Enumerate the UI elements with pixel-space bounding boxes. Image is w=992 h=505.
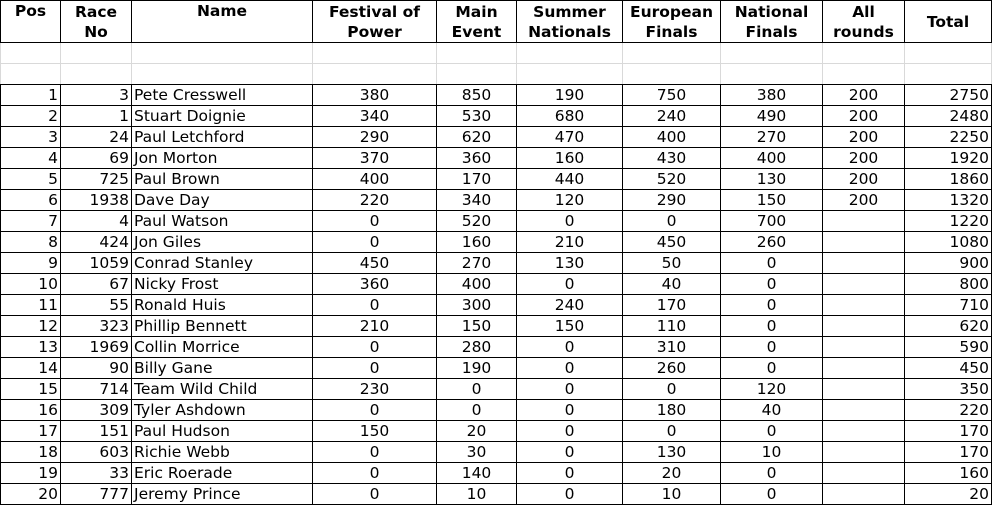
header-line1: European [629,2,714,21]
cell-total: 620 [905,316,992,337]
cell-pos: 4 [1,148,61,169]
cell-main: 280 [437,337,517,358]
header-line1: Pos [14,2,47,20]
cell-summer: 440 [517,169,623,190]
cell-race-no: 151 [61,421,132,442]
header-summer-nationals [517,1,623,43]
cell-summer: 0 [517,211,623,232]
cell-national: 490 [721,106,823,127]
header-line1: National [734,2,809,21]
cell-main: 340 [437,190,517,211]
cell-pos: 11 [1,295,61,316]
cell-festival: 150 [313,421,437,442]
cell-name: Richie Webb [132,442,313,463]
cell-name: Conrad Stanley [132,253,313,274]
cell-total: 710 [905,295,992,316]
cell-festival: 360 [313,274,437,295]
cell-race-no: 1 [61,106,132,127]
cell-summer: 130 [517,253,623,274]
cell-all-rounds: 200 [823,106,905,127]
cell-pos: 16 [1,400,61,421]
cell-all-rounds [823,442,905,463]
cell-race-no: 424 [61,232,132,253]
cell-main: 360 [437,148,517,169]
header-line1: Summer [533,2,606,21]
cell-all-rounds: 200 [823,127,905,148]
cell-race-no: 309 [61,400,132,421]
cell-pos: 15 [1,379,61,400]
cell-european: 0 [623,379,721,400]
cell-european: 450 [623,232,721,253]
cell-summer: 0 [517,463,623,484]
table-row [1,106,992,127]
cell-national: 0 [721,358,823,379]
cell-festival: 0 [313,337,437,358]
cell-national: 0 [721,316,823,337]
cell-total: 1220 [905,211,992,232]
cell-total: 160 [905,463,992,484]
cell-festival: 290 [313,127,437,148]
cell-summer: 470 [517,127,623,148]
cell-national: 260 [721,232,823,253]
table-row [1,127,992,148]
cell-total: 2750 [905,85,992,106]
cell-pos: 10 [1,274,61,295]
table-row [1,421,992,442]
cell-pos: 6 [1,190,61,211]
cell-summer: 190 [517,85,623,106]
header-line2: Finals [645,22,698,41]
cell-total: 590 [905,337,992,358]
header-all-rounds [823,1,905,43]
cell-name: Jon Morton [132,148,313,169]
cell-summer: 0 [517,274,623,295]
cell-main: 530 [437,106,517,127]
cell-name: Paul Watson [132,211,313,232]
cell-national: 0 [721,253,823,274]
header-festival-of-power [313,1,437,43]
cell-european: 50 [623,253,721,274]
cell-summer: 0 [517,400,623,421]
cell-main: 850 [437,85,517,106]
cell-main: 150 [437,316,517,337]
table-row [1,274,992,295]
cell-summer: 210 [517,232,623,253]
cell-festival: 0 [313,211,437,232]
cell-summer: 0 [517,484,623,505]
cell-total: 1860 [905,169,992,190]
table-row [1,211,992,232]
cell-all-rounds [823,295,905,316]
cell-total: 170 [905,442,992,463]
table-row [1,442,992,463]
header-line1: Name [196,2,248,20]
header-line2: Nationals [528,22,611,41]
cell-name: Nicky Frost [132,274,313,295]
header-line2: Finals [745,22,798,41]
cell-summer: 150 [517,316,623,337]
cell-total: 350 [905,379,992,400]
cell-festival: 450 [313,253,437,274]
cell-all-rounds [823,253,905,274]
cell-all-rounds: 200 [823,148,905,169]
cell-pos: 18 [1,442,61,463]
cell-all-rounds [823,463,905,484]
cell-festival: 340 [313,106,437,127]
cell-all-rounds [823,316,905,337]
cell-european: 430 [623,148,721,169]
cell-total: 170 [905,421,992,442]
cell-pos: 5 [1,169,61,190]
cell-name: Ronald Huis [132,295,313,316]
cell-european: 20 [623,463,721,484]
cell-summer: 0 [517,442,623,463]
table-row [1,190,992,211]
cell-summer: 680 [517,106,623,127]
cell-national: 0 [721,337,823,358]
table-row [1,148,992,169]
cell-total: 2250 [905,127,992,148]
table-row [1,463,992,484]
cell-name: Jon Giles [132,232,313,253]
header-line2: Event [451,22,502,41]
cell-national: 0 [721,295,823,316]
cell-european: 400 [623,127,721,148]
cell-total: 800 [905,274,992,295]
cell-total: 2480 [905,106,992,127]
cell-national: 0 [721,274,823,295]
cell-race-no: 725 [61,169,132,190]
cell-pos: 19 [1,463,61,484]
cell-main: 10 [437,484,517,505]
cell-european: 310 [623,337,721,358]
cell-all-rounds [823,400,905,421]
cell-total: 450 [905,358,992,379]
cell-national: 130 [721,169,823,190]
table-row [1,337,992,358]
table-row [1,295,992,316]
cell-summer: 0 [517,358,623,379]
cell-national: 150 [721,190,823,211]
cell-main: 620 [437,127,517,148]
header-line2: rounds [833,22,894,41]
cell-european: 290 [623,190,721,211]
cell-summer: 0 [517,421,623,442]
cell-pos: 3 [1,127,61,148]
cell-summer: 120 [517,190,623,211]
cell-european: 40 [623,274,721,295]
cell-main: 0 [437,400,517,421]
header-line2: Power [347,22,402,41]
cell-race-no: 4 [61,211,132,232]
cell-name: Stuart Doignie [132,106,313,127]
header-total [905,1,992,43]
cell-name: Phillip Bennett [132,316,313,337]
cell-total: 1920 [905,148,992,169]
cell-national: 270 [721,127,823,148]
cell-name: Tyler Ashdown [132,400,313,421]
cell-european: 240 [623,106,721,127]
cell-national: 0 [721,484,823,505]
cell-pos: 12 [1,316,61,337]
cell-main: 170 [437,169,517,190]
cell-name: Paul Letchford [132,127,313,148]
table-row [1,316,992,337]
table-row [1,484,992,505]
cell-main: 0 [437,379,517,400]
cell-pos: 17 [1,421,61,442]
cell-festival: 0 [313,295,437,316]
header-line2: No [84,22,108,41]
table-row [1,358,992,379]
header-name [132,1,313,43]
cell-total: 220 [905,400,992,421]
cell-festival: 0 [313,232,437,253]
spacer-row [1,43,992,64]
cell-name: Jeremy Prince [132,484,313,505]
cell-race-no: 1938 [61,190,132,211]
cell-all-rounds [823,211,905,232]
cell-all-rounds: 200 [823,169,905,190]
cell-main: 270 [437,253,517,274]
cell-all-rounds [823,358,905,379]
cell-festival: 0 [313,358,437,379]
cell-main: 520 [437,211,517,232]
cell-national: 120 [721,379,823,400]
cell-european: 260 [623,358,721,379]
cell-all-rounds: 200 [823,85,905,106]
cell-main: 30 [437,442,517,463]
cell-festival: 0 [313,463,437,484]
cell-pos: 7 [1,211,61,232]
cell-european: 110 [623,316,721,337]
cell-festival: 210 [313,316,437,337]
cell-all-rounds [823,232,905,253]
spacer-row [1,64,992,85]
cell-european: 130 [623,442,721,463]
cell-summer: 240 [517,295,623,316]
cell-main: 190 [437,358,517,379]
cell-race-no: 24 [61,127,132,148]
cell-national: 10 [721,442,823,463]
cell-summer: 0 [517,379,623,400]
cell-race-no: 67 [61,274,132,295]
header-line2: Total [926,12,970,31]
header-line1: Main [455,2,498,21]
cell-all-rounds [823,484,905,505]
cell-european: 0 [623,421,721,442]
cell-race-no: 777 [61,484,132,505]
header-line1: All [852,2,875,21]
cell-pos: 20 [1,484,61,505]
cell-all-rounds: 200 [823,190,905,211]
cell-total: 1080 [905,232,992,253]
cell-summer: 0 [517,337,623,358]
cell-european: 0 [623,211,721,232]
cell-main: 400 [437,274,517,295]
cell-pos: 13 [1,337,61,358]
cell-race-no: 33 [61,463,132,484]
cell-national: 700 [721,211,823,232]
cell-european: 520 [623,169,721,190]
cell-pos: 2 [1,106,61,127]
cell-european: 750 [623,85,721,106]
cell-race-no: 3 [61,85,132,106]
header-main-event [437,1,517,43]
cell-pos: 14 [1,358,61,379]
table-row [1,169,992,190]
cell-festival: 380 [313,85,437,106]
cell-race-no: 1059 [61,253,132,274]
cell-name: Team Wild Child [132,379,313,400]
header-race-no [61,1,132,43]
cell-main: 300 [437,295,517,316]
cell-race-no: 90 [61,358,132,379]
cell-name: Paul Brown [132,169,313,190]
header-pos [1,1,61,43]
header-line1: Festival of [328,2,421,21]
cell-race-no: 55 [61,295,132,316]
cell-race-no: 1969 [61,337,132,358]
cell-all-rounds [823,337,905,358]
cell-summer: 160 [517,148,623,169]
cell-name: Collin Morrice [132,337,313,358]
cell-main: 140 [437,463,517,484]
header-line1: Race [74,2,118,21]
cell-all-rounds [823,421,905,442]
cell-race-no: 603 [61,442,132,463]
cell-main: 20 [437,421,517,442]
cell-name: Paul Hudson [132,421,313,442]
table-row [1,400,992,421]
cell-national: 380 [721,85,823,106]
cell-european: 180 [623,400,721,421]
cell-festival: 230 [313,379,437,400]
cell-main: 160 [437,232,517,253]
cell-european: 170 [623,295,721,316]
cell-name: Billy Gane [132,358,313,379]
cell-national: 40 [721,400,823,421]
table-row [1,232,992,253]
cell-pos: 9 [1,253,61,274]
cell-name: Dave Day [132,190,313,211]
cell-all-rounds [823,379,905,400]
cell-race-no: 69 [61,148,132,169]
header-national-finals [721,1,823,43]
cell-race-no: 323 [61,316,132,337]
cell-name: Pete Cresswell [132,85,313,106]
cell-festival: 400 [313,169,437,190]
cell-festival: 220 [313,190,437,211]
cell-national: 400 [721,148,823,169]
cell-total: 20 [905,484,992,505]
cell-name: Eric Roerade [132,463,313,484]
cell-race-no: 714 [61,379,132,400]
cell-national: 0 [721,421,823,442]
cell-festival: 0 [313,484,437,505]
cell-total: 900 [905,253,992,274]
header-european-finals [623,1,721,43]
cell-national: 0 [721,463,823,484]
table-row [1,379,992,400]
cell-festival: 0 [313,442,437,463]
table-row [1,85,992,106]
cell-total: 1320 [905,190,992,211]
cell-festival: 370 [313,148,437,169]
table-row [1,253,992,274]
header-row [1,1,992,43]
cell-european: 10 [623,484,721,505]
cell-festival: 0 [313,400,437,421]
cell-pos: 1 [1,85,61,106]
cell-pos: 8 [1,232,61,253]
cell-all-rounds [823,274,905,295]
